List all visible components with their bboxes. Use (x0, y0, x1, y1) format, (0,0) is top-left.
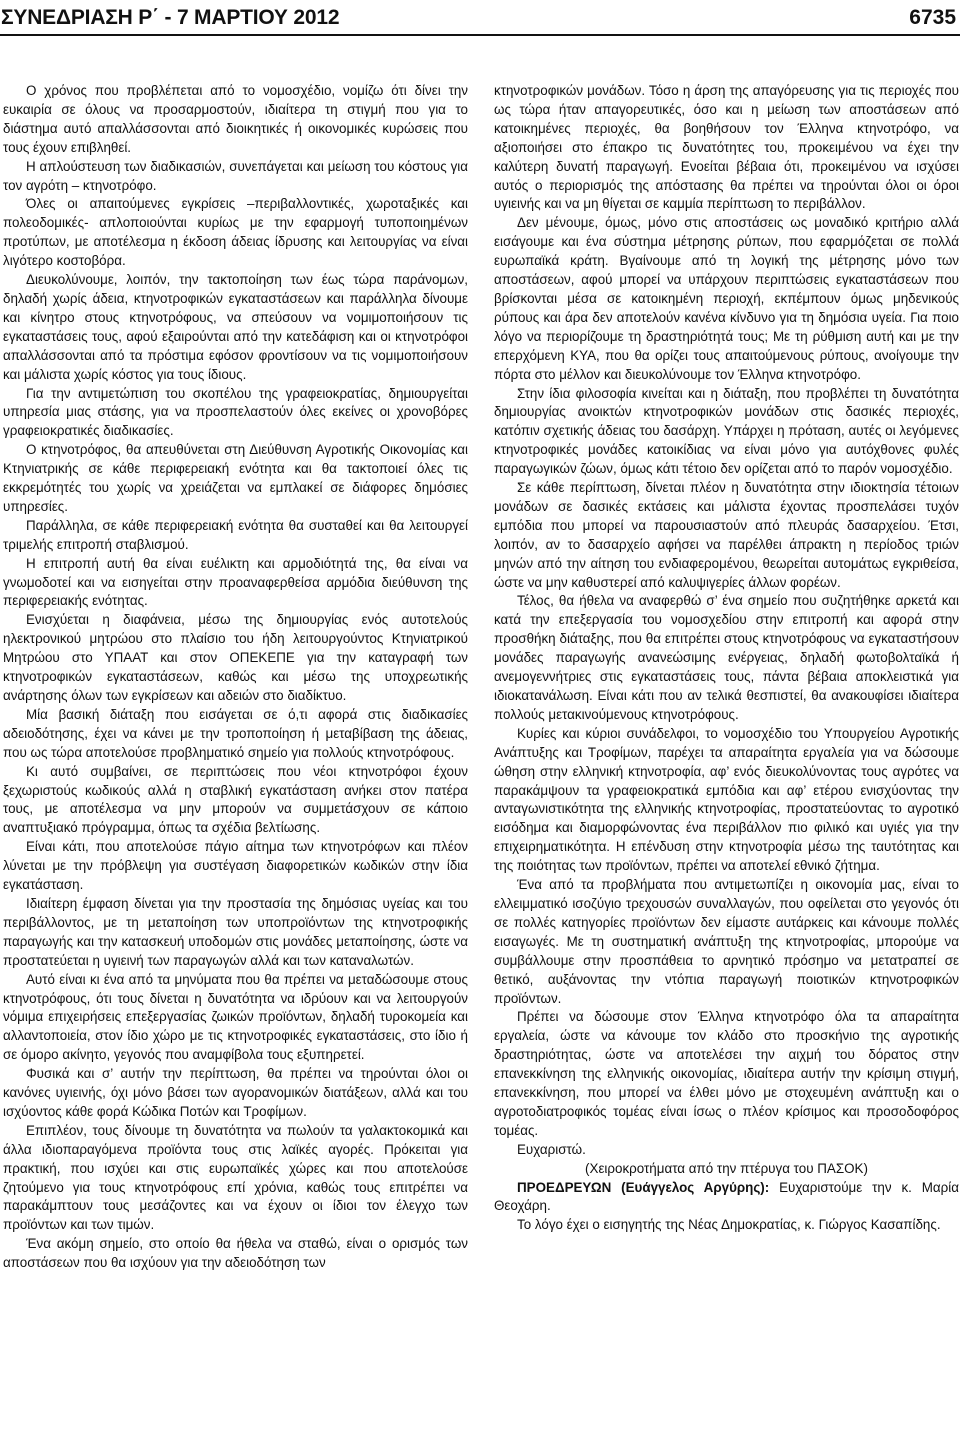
paragraph: Η επιτροπή αυτή θα είναι ευέλικτη και αρμοδιότητά της, θα είναι να γνωμοδοτεί και να εισηγείται στην προαναφερθείσα αρμόδια διεύθυνση της περιφερειακής ενότητας. (3, 555, 468, 609)
paragraph: Όλες οι απαιτούμενες εγκρίσεις –περιβαλλοντικές, χωροταξικές και πολεοδομικές- απλοποιούνται κυρίως με την εφαρμογή τυποποιημένων προτύπων, με αποτέλεσμα η έκδοση άδειας ίδρυσης και λειτουργίας να είναι λιγότερο κοστοβόρα. (3, 196, 468, 269)
paragraph: Στην ίδια φιλοσοφία κινείται και η διάταξη, που προβλέπει τη δυνατότητα δημιουργίας ανοικτών κτηνοτροφικών μονάδων στις δασικές περιοχές, κατόπιν σχετικής άδειας του δασάρχη. Υπάρχει η πρόταση, αυτές οι λεγόμενες κτηνοτροφικές μονάδες κατοικίδιας να είναι μόνο για αυτόχθονες φυλές παραγωγικών ζώων, όμως κάτι τέτοιο δεν ορίζεται από το παρόν νομοσχέδιο. (494, 385, 959, 477)
paragraph: Μία βασική διάταξη που εισάγεται σε ό,τι αφορά στις διαδικασίες αδειοδότησης, έχει να κάνει με την τροποποίηση ή μεταβίβαση της άδειας, που ως τώρα αποτελούσε προβληματικό σημείο για πολλούς κτηνοτρόφους. (3, 706, 468, 760)
paragraph: Ένα ακόμη σημείο, στο οποίο θα ήθελα να σταθώ, είναι ο ορισμός των αποστάσεων που θα ισχύουν για την αδειοδότηση των (3, 1236, 468, 1271)
left-column (3, 82, 468, 1273)
paragraph: Το λόγο έχει ο εισηγητής της Νέας Δημοκρατίας, κ. Γιώργος Κασαπίδης. (517, 1217, 941, 1233)
paragraph: Είναι κάτι, που αποτελούσε πάγιο αίτημα των κτηνοτρόφων και πλέον λύνεται με την πρόβλεψη για συστέγαση διαφορετικών κωδικών στην ίδια εγκατάσταση. (3, 839, 468, 893)
paragraph: Αυτό είναι κι ένα από τα μηνύματα που θα πρέπει να μεταδώσουμε στους κτηνοτρόφους, ότι τους δίνεται η δυνατότητα να ιδρύουν και να λειτουργούν νόμιμα επιχειρήσεις επεξεργασίας ζωικών προϊόντων, δηλαδή τυροκομεία και αλλαντοποιεία, στον ίδιο χώρο με τις κτηνοτροφικές εγκαταστάσεις, στο ίδιο ή σε όμορο ακίνητο, γεγονός που αναμφίβολα τους εξυπηρετεί. (3, 971, 468, 1063)
paragraph: Για την αντιμετώπιση του σκοπέλου της γραφειοκρατίας, δημιουργείται υπηρεσία μιας στάσης, για να προσπελαστούν όλες εκείνες οι χρονοβόρες γραφειοκρατικές διαδικασίες. (3, 385, 468, 439)
speaker-name: ΠΡΟΕΔΡΕΥΩΝ (Ευάγγελος Αργύρης): (517, 1179, 770, 1195)
paragraph: Διευκολύνουμε, λοιπόν, την τακτοποίηση των έως τώρα παράνομων, δηλαδή χωρίς άδεια, κτηνοτροφικών εγκαταστάσεων και παράλληλα δίνουμε και κίνητρο στους κτηνοτρόφους, να σπεύσουν να νομιμοποιήσουν τις εγκαταστάσεις τους, αφού εξαιρούνται από την κατεδάφιση και οι κτηνοτρόφοι απαλλάσσονται από τα πρόστιμα εφόσον φροντίσουν να τις νομιμοποιήσουν και μάλιστα χωρίς κόστος για τους ίδιους. (3, 272, 468, 382)
paragraph: Δεν μένουμε, όμως, μόνο στις αποστάσεις ως μοναδικό κριτήριο αλλά εισάγουμε και ένα σύστημα μέτρησης ρύπων, που εφαρμόζεται σε πολλά ευρωπαϊκά κράτη. Βγαίνουμε από τη λογική της μέτρησης μόνο των αποστάσεων, αφού μπορεί να υπάρχουν περιπτώσεις εγκαταστάσεων που βρίσκονται μέσα σε κατοικημένη περιοχή, εκπέμπουν όμως μηδενικούς ρύπους και άρα δεν αποτελούν κανένα κίνδυνο για τη δημόσια υγεία. Για ποιο λόγο να περιορίζουμε τη δραστηριότητά τους; Με τη ρύθμιση αυτή και με την επερχόμενη ΚΥΑ, που θα ορίζει τους απαιτούμενους ρύπους, ανοίγουμε την πόρτα στο μέλλον και διευκολύνουμε τον Έλληνα κτηνοτρόφο. (494, 215, 959, 382)
paragraph: Επιπλέον, τους δίνουμε τη δυνατότητα να πωλούν τα γαλακτοκομικά και άλλα ιδιοπαραγόμενα προϊόντα τους στις λαϊκές αγορές. Πρόκειται για πρακτική, που ισχύει και στις ευρωπαϊκές χώρες και που αποτελούσε ζητούμενο για τους κτηνοτρόφους επί χρόνια, καθώς τους επιτρέπει να παρακάμπτουν τους μεσάζοντες και να έχουν οι ίδιοι τον έλεγχο των προϊόντων και των τιμών. (3, 1122, 468, 1233)
chair-remark-text: Ευχαριστούμε την κ. Μαρία Θεοχάρη. (494, 1179, 959, 1214)
continued-paragraph: κτηνοτροφικών μονάδων. Τόσο η άρση της απαγόρευσης για τις περιοχές που ως τώρα ήταν απαγορευτικές, όσο και η μείωση των αποστάσεων από κατοικημένες περιοχές, θα βοηθήσουν τον Έλληνα κτηνοτρόφο, να αξιοποιήσει στο έπακρο τις δυνατότητες του, προκειμένου να έχει την καλύτερη δυνατή παραγωγή. Ενοείται βέβαια ότι, προκειμένου να ισχύσει αυτός ο περιορισμός της απόστασης θα πρέπει να τηρούνται όλοι οι όροι υγιεινής και να μη θίγεται σε καμμία περίπτωση το περιβάλλον. (494, 83, 959, 212)
paragraph: Πρέπει να δώσουμε στον Έλληνα κτηνοτρόφο όλα τα απαραίτητα εργαλεία, ώστε να κάνουμε τον κλάδο στο προσκήνιο της αγροτικής δραστηριότητας, ώστε να αποτελέσει την αιχμή του δόρατος στην επανεκκίνηση της ελληνικής οικονομίας, ιδιαίτερα αυτήν την κρίσιμη στιγμή, επανεκκίνηση, που μπορεί να έλθει μόνο με στοχευμένη ανάπτυξη και ο αγροτοδιατροφικός τομέας είναι ίσως ο πλέον κρίσιμος και προσοδοφόρος τομέας. (494, 1009, 959, 1138)
paragraph: Ιδιαίτερη έμφαση δίνεται για την προστασία της δημόσιας υγείας και του περιβάλλοντος, με τη μεταποίηση των υποπροϊόντων της κτηνοτροφικής παραγωγής και την κατασκευή υποδομών στις μονάδες μεταποίησης, ώστε να προστατεύεται η υγιεινή των παραγωγών αλλά και των καταναλωτών. (3, 895, 468, 968)
paragraph: Κι αυτό συμβαίνει, σε περιπτώσεις που νέοι κτηνοτρόφοι έχουν ξεχωριστούς κωδικούς αλλά η σταβλική εγκατάσταση ανήκει στον πατέρα τους, με αποτέλεσμα να μην μπορούν να συμμετάσχουν σε κάποιο αναπτυξιακό πρόγραμμα, όπως τα σχέδια βελτίωσης. (3, 763, 468, 836)
applause-note: (Χειροκροτήματα από την πτέρυγα του ΠΑΣΟΚ) (585, 1160, 868, 1176)
paragraph: Τέλος, θα ήθελα να αναφερθώ σ’ ένα σημείο που συζητήθηκε αρκετά και κατά την επεξεργασία του νομοσχεδίου στην επιτροπή και αφορά στην προσθήκη διάταξης, που θα επιτρέπει στους κτηνοτρόφους να εγκαταστήσουν μονάδες παραγωγής ανανεώσιμης ενέργειας, δηλαδή φωτοβολταϊκά ή ανεμογεννήτριες στις εγκαταστάσεις τους, πάντα βέβαια αποκλειστικά για ιδιοκατανάλωση. Είναι κάτι που αν τελικά θεσπιστεί, θα ανακουφίσει ιδιαίτερα πολλούς μετακινούμενους κτηνοτρόφους. (494, 593, 959, 722)
paragraph: Φυσικά και σ’ αυτήν την περίπτωση, θα πρέπει να τηρούνται όλοι οι κανόνες υγιεινής, όχι μόνο βάσει των αγορανομικών διατάξεων, αλλά και του ισχύοντος κάθε φορά Κώδικα Ποτών και Τροφίμων. (3, 1066, 468, 1119)
page-number: 6735 (909, 6, 956, 29)
session-title: ΣΥΝΕΔΡΙΑΣΗ Ρ΄ - 7 ΜΑΡΤΙΟΥ 2012 (1, 6, 340, 29)
paragraph: Σε κάθε περίπτωση, δίνεται πλέον η δυνατότητα στην ιδιοκτησία τέτοιων μονάδων σε δασικές εκτάσεις και μάλιστα έχοντας προσπελάσει τυχόν εμπόδια που μπορεί να παρουσιαστούν από πλευράς δασαρχείου. Έτσι, λοιπόν, αν το δασαρχείο αφήσει να παρέλθει άπρακτη η περίοδος τριών μηνών από την αίτηση του ενδιαφερομένου, θεωρείται αυτομάτως εγκριθείσα, ώστε να μην καθυστερεί από καλυψιγερίες άλλων φορέων. (494, 480, 959, 590)
right-column (494, 82, 959, 1235)
paragraph: Η απλούστευση των διαδικασιών, συνεπάγεται και μείωση του κόστους για τον αγρότη – κτηνοτρόφο. (3, 158, 468, 193)
paragraph: Κυρίες και κύριοι συνάδελφοι, το νομοσχέδιο του Υπουργείου Αγροτικής Ανάπτυξης και Τροφίμων, παρέχει τα απαραίτητα εργαλεία για να δώσουμε ώθηση στην ελληνική κτηνοτροφία, αφ’ ενός διευκολύνοντας τους αγρότες να παρακάμψουν τα γραφειοκρατικά εμπόδια και αφ’ ετέρου ενισχύοντας την ανταγωνιστικότητα της ελληνικής κτηνοτροφίας, προστατεύοντας το αγροτικό εισόδημα και διαμορφώνοντας ένα περιβάλλον πιο φιλικό και υγιές για την επιχειρηματικότητα. Η επένδυση στην κτηνοτροφία μέσω της ταυτότητας και της ποιότητας των προϊόντων, πρέπει να αποτελεί εθνικό ζήτημα. (494, 725, 959, 874)
paragraph: Ο χρόνος που προβλέπεται από το νομοσχέδιο, νομίζω ότι δίνει την ευκαιρία σε όλους να προσαρμοστούν, ιδιαίτερα τη στιγμή που για το διάστημα αυτό απαλλάσσονται από διοικητικές ή οικονομικές κυρώσεις που τους έχουν επιβληθεί. (3, 83, 468, 155)
chair-remark (494, 1179, 959, 1217)
paragraph: Ευχαριστώ. (517, 1141, 586, 1157)
paragraph: Παράλληλα, σε κάθε περιφερειακή ενότητα θα συσταθεί και θα λειτουργεί τριμελής επιτροπή σταβλισμού. (3, 517, 468, 552)
paragraph: Ενισχύεται η διαφάνεια, μέσω της δημιουργίας ενός αυτοτελούς ηλεκτρονικού μητρώου στο πλαίσιο του ήδη λειτουργούντος Κτηνιατρικού Μητρώου στο ΥΠΑΑΤ και στον ΟΠΕΚΕΠΕ για την καταγραφή των κτηνοτροφικών εγκαταστάσεων, καθώς και μέσω της υποχρεωτικής ανάρτησης όλων των εγκρίσεων και αδειών στο διαδίκτυο. (3, 612, 468, 703)
page-header (0, 0, 960, 42)
paragraph: Ένα από τα προβλήματα που αντιμετωπίζει η οικονομία μας, είναι το ελλειμματικό ισοζύγιο τρεχουσών συναλλαγών, που οφείλεται στο γεγονός ότι σε πολλές κατηγορίες προϊόντων δεν είμαστε αυτάρκεις και κάνουμε πολλές εισαγωγές. Με τη συστηματική ανάπτυξη της κτηνοτροφίας, μπορούμε να συμβάλλουμε στην προσπάθεια το αρνητικό πρόσημο να μετατραπεί σε θετικό, αυξάνοντας την ντόπια παραγωγή ποιοτικών κτηνοτροφικών προϊόντων. (494, 877, 959, 1006)
paragraph: Ο κτηνοτρόφος, θα απευθύνεται στη Διεύθυνση Αγροτικής Οικονομίας και Κτηνιατρικής σε κάθε περιφερειακή ενότητα και θα τακτοποιεί όλες τις εκκρεμότητές του χωρίς να χρειάζεται να εμπλακεί σε διάφορες δημόσιες υπηρεσίες. (3, 442, 468, 514)
header-rule (0, 34, 960, 36)
